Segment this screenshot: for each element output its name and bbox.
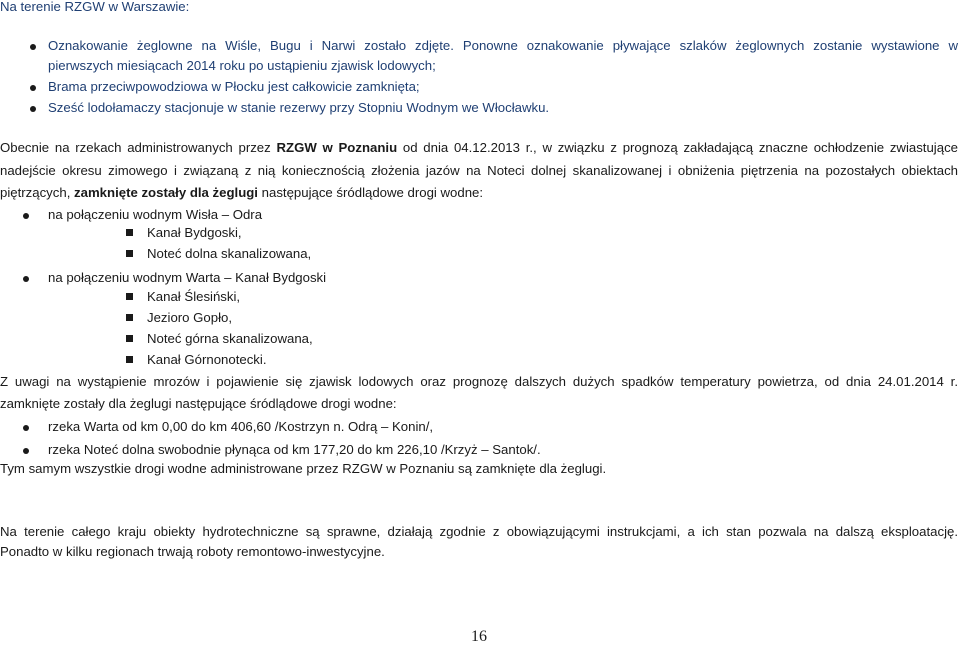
warsaw-heading: Na terenie RZGW w Warszawie:	[0, 0, 190, 14]
frost-item-1: rzeka Warta od km 0,00 do km 406,60 /Kostrzyn n. Odrą – Konin/,	[48, 419, 434, 434]
group2-item-1: Kanał Ślesiński,	[147, 289, 241, 304]
group1-item-1: Kanał Bydgoski,	[147, 225, 242, 240]
warsaw-item-1-line-1: Oznakowanie żeglowne na Wiśle, Bugu i Narwi zostało zdjęte. Ponowne oznakowanie pływające szlaków żeglownych zostanie wystawione w	[48, 38, 958, 53]
poznan-summary: Tym samym wszystkie drogi wodne administrowane przez RZGW w Poznaniu są zamknięte dla żeglugi.	[0, 461, 607, 476]
square-bullet-icon	[126, 293, 133, 300]
bullet-icon	[30, 106, 36, 112]
frost-line-1: Z uwagi na wystąpienie mrozów i pojawienie się zjawisk lodowych oraz prognozę dalszych dużych spadków temperatury powietrza, od dnia 24.01.2014 r.	[0, 374, 958, 389]
poznan-line3-post: następujące śródlądowe drogi wodne:	[257, 185, 484, 200]
country-line-1: Na terenie całego kraju obiekty hydrotechniczne są sprawne, działają zgodnie z obowiązującymi instrukcjami, a ich stan pozwala na dalszą eksploatację.	[0, 524, 958, 539]
warsaw-item-2: Brama przeciwpowodziowa w Płocku jest całkowicie zamknięta;	[48, 79, 420, 94]
poznan-intro-line-2: nadejście okresu zimowego i związaną z nią koniecznością złożenia jazów na Noteci dolnej skanalizowanej i obniżenia piętrzenia na pozostałych obiektach	[0, 163, 958, 178]
square-bullet-icon	[126, 314, 133, 321]
group2-item-2: Jezioro Gopło,	[147, 310, 233, 325]
page-number: 16	[471, 628, 487, 645]
group2-label: na połączeniu wodnym Warta – Kanał Bydgoski	[48, 270, 327, 285]
poznan-intro-rest: , w związku z prognozą zakładającą znaczne ochłodzenie zwiastujące	[533, 140, 958, 155]
bullet-icon	[30, 44, 36, 50]
group2-item-3: Noteć górna skanalizowana,	[147, 331, 313, 346]
poznan-intro-pre: Obecnie na rzekach administrowanych przez	[0, 140, 277, 155]
poznan-line3-pre: piętrzących,	[0, 185, 75, 200]
group1-item-2: Noteć dolna skanalizowana,	[147, 246, 312, 261]
warsaw-item-3: Sześć lodołamaczy stacjonuje w stanie rezerwy przy Stopniu Wodnym we Włocławku.	[48, 100, 550, 115]
poznan-intro-date: od dnia 04.12.2013 r.	[397, 140, 534, 155]
group2-item-4: Kanał Górnonotecki.	[147, 352, 267, 367]
poznan-intro-bold: RZGW w Poznaniu	[276, 140, 398, 155]
poznan-intro-line-3	[0, 184, 483, 201]
square-bullet-icon	[126, 229, 133, 236]
bullet-icon	[23, 448, 29, 454]
group1-label: na połączeniu wodnym Wisła – Odra	[48, 207, 263, 222]
frost-line-2: zamknięte zostały dla żeglugi następujące śródlądowe drogi wodne:	[0, 396, 397, 411]
bullet-icon	[30, 85, 36, 91]
country-line-2: Ponadto w kilku regionach trwają roboty remontowo-inwestycyjne.	[0, 544, 385, 559]
poznan-intro-line-1	[0, 139, 958, 156]
bullet-icon	[23, 276, 29, 282]
bullet-icon	[23, 213, 29, 219]
warsaw-item-1-line-2: pierwszych miesiącach 2014 roku po ustąpieniu zjawisk lodowych;	[48, 58, 436, 73]
square-bullet-icon	[126, 356, 133, 363]
square-bullet-icon	[126, 250, 133, 257]
frost-item-2: rzeka Noteć dolna swobodnie płynąca od km 177,20 do km 226,10 /Krzyż – Santok/.	[48, 442, 541, 457]
square-bullet-icon	[126, 335, 133, 342]
poznan-line3-bold: zamknięte zostały dla żeglugi	[74, 185, 258, 200]
bullet-icon	[23, 425, 29, 431]
